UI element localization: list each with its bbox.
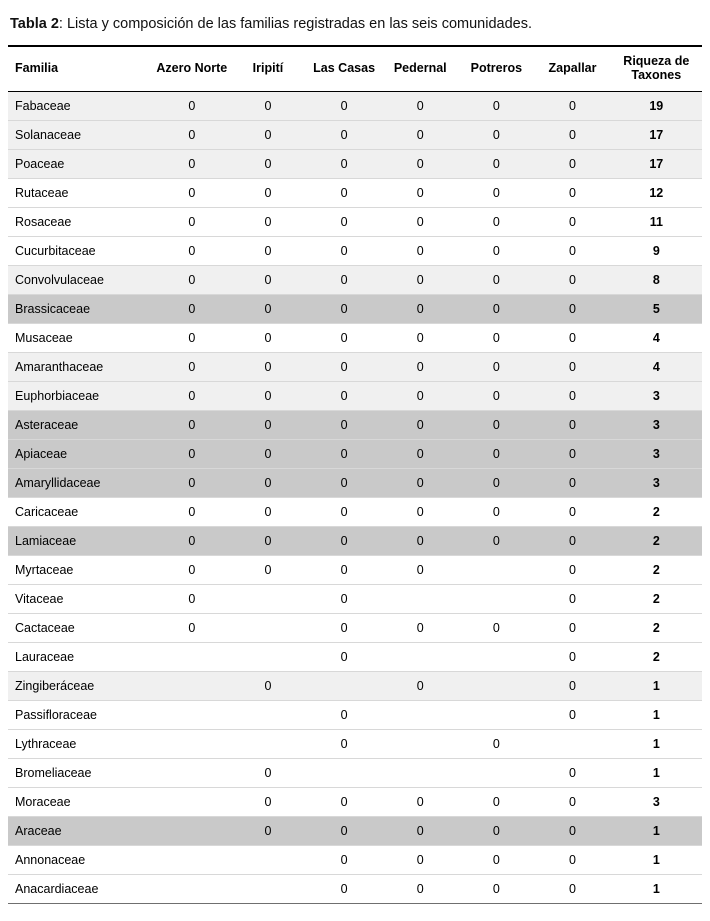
presence-cell: 0 bbox=[382, 816, 458, 845]
table-row bbox=[8, 642, 702, 671]
presence-cell: 0 bbox=[534, 265, 610, 294]
table-header-row bbox=[8, 46, 702, 91]
richness-cell: 11 bbox=[611, 207, 702, 236]
richness-cell: 1 bbox=[611, 700, 702, 729]
family-name-cell: Solanaceae bbox=[8, 120, 154, 149]
presence-cell: 0 bbox=[230, 207, 306, 236]
column-header-azero-norte: Azero Norte bbox=[154, 46, 230, 91]
presence-cell: 0 bbox=[534, 294, 610, 323]
presence-cell: 0 bbox=[154, 236, 230, 265]
presence-cell: 0 bbox=[534, 120, 610, 149]
presence-cell: 0 bbox=[458, 352, 534, 381]
presence-cell: 0 bbox=[306, 642, 382, 671]
presence-cell: 0 bbox=[534, 178, 610, 207]
table-row bbox=[8, 468, 702, 497]
table-header bbox=[8, 46, 702, 91]
presence-cell: 0 bbox=[458, 91, 534, 120]
presence-cell: 0 bbox=[306, 178, 382, 207]
presence-cell bbox=[230, 700, 306, 729]
family-name-cell: Cucurbitaceae bbox=[8, 236, 154, 265]
presence-cell: 0 bbox=[306, 729, 382, 758]
presence-cell: 0 bbox=[458, 381, 534, 410]
column-header-zapallar: Zapallar bbox=[534, 46, 610, 91]
table-row bbox=[8, 555, 702, 584]
family-name-cell: Euphorbiaceae bbox=[8, 381, 154, 410]
family-name-cell: Brassicaceae bbox=[8, 294, 154, 323]
table-row bbox=[8, 671, 702, 700]
presence-cell: 0 bbox=[154, 381, 230, 410]
presence-cell: 0 bbox=[306, 91, 382, 120]
presence-cell: 0 bbox=[458, 120, 534, 149]
presence-cell bbox=[458, 642, 534, 671]
presence-cell: 0 bbox=[458, 236, 534, 265]
presence-cell: 0 bbox=[382, 613, 458, 642]
presence-cell: 0 bbox=[154, 410, 230, 439]
table-row bbox=[8, 120, 702, 149]
presence-cell: 0 bbox=[154, 613, 230, 642]
presence-cell: 0 bbox=[154, 439, 230, 468]
presence-cell: 0 bbox=[458, 294, 534, 323]
table-caption-text: : Lista y composición de las familias registradas en las seis comunidades. bbox=[58, 16, 532, 32]
presence-cell bbox=[154, 642, 230, 671]
family-name-cell: Convolvulaceae bbox=[8, 265, 154, 294]
presence-cell bbox=[306, 671, 382, 700]
presence-cell: 0 bbox=[230, 120, 306, 149]
presence-cell bbox=[458, 584, 534, 613]
family-name-cell: Poaceae bbox=[8, 149, 154, 178]
presence-cell bbox=[154, 845, 230, 874]
richness-cell: 2 bbox=[611, 642, 702, 671]
table-row bbox=[8, 178, 702, 207]
presence-cell: 0 bbox=[458, 729, 534, 758]
presence-cell: 0 bbox=[458, 787, 534, 816]
presence-cell bbox=[458, 700, 534, 729]
richness-cell: 2 bbox=[611, 555, 702, 584]
column-header-pedernal: Pedernal bbox=[382, 46, 458, 91]
presence-cell: 0 bbox=[306, 149, 382, 178]
richness-cell: 9 bbox=[611, 236, 702, 265]
presence-cell: 0 bbox=[230, 439, 306, 468]
presence-cell: 0 bbox=[382, 149, 458, 178]
presence-cell: 0 bbox=[534, 700, 610, 729]
family-name-cell: Passifloraceae bbox=[8, 700, 154, 729]
presence-cell: 0 bbox=[306, 410, 382, 439]
presence-cell: 0 bbox=[534, 381, 610, 410]
table-row bbox=[8, 816, 702, 845]
table-row bbox=[8, 207, 702, 236]
table-caption-label: Tabla 2 bbox=[10, 16, 59, 32]
presence-cell: 0 bbox=[382, 265, 458, 294]
richness-cell: 3 bbox=[611, 439, 702, 468]
presence-cell: 0 bbox=[534, 497, 610, 526]
presence-cell: 0 bbox=[458, 410, 534, 439]
table-row bbox=[8, 91, 702, 120]
presence-cell: 0 bbox=[306, 845, 382, 874]
presence-cell: 0 bbox=[382, 323, 458, 352]
presence-cell bbox=[382, 642, 458, 671]
presence-cell: 0 bbox=[154, 120, 230, 149]
presence-cell: 0 bbox=[306, 816, 382, 845]
presence-cell: 0 bbox=[230, 323, 306, 352]
presence-cell: 0 bbox=[230, 91, 306, 120]
presence-cell: 0 bbox=[306, 874, 382, 903]
presence-cell: 0 bbox=[154, 149, 230, 178]
presence-cell: 0 bbox=[534, 787, 610, 816]
presence-cell: 0 bbox=[382, 352, 458, 381]
presence-cell: 0 bbox=[382, 845, 458, 874]
presence-cell bbox=[458, 555, 534, 584]
presence-cell: 0 bbox=[154, 468, 230, 497]
presence-cell bbox=[154, 729, 230, 758]
table-row bbox=[8, 845, 702, 874]
family-name-cell: Fabaceae bbox=[8, 91, 154, 120]
presence-cell: 0 bbox=[230, 178, 306, 207]
richness-cell: 2 bbox=[611, 497, 702, 526]
richness-cell: 5 bbox=[611, 294, 702, 323]
presence-cell: 0 bbox=[306, 439, 382, 468]
richness-cell: 19 bbox=[611, 91, 702, 120]
presence-cell bbox=[382, 758, 458, 787]
presence-cell: 0 bbox=[534, 410, 610, 439]
family-name-cell: Myrtaceae bbox=[8, 555, 154, 584]
table-row bbox=[8, 584, 702, 613]
presence-cell: 0 bbox=[382, 439, 458, 468]
presence-cell: 0 bbox=[230, 468, 306, 497]
richness-cell: 1 bbox=[611, 816, 702, 845]
presence-cell: 0 bbox=[382, 381, 458, 410]
presence-cell: 0 bbox=[458, 323, 534, 352]
presence-cell bbox=[230, 729, 306, 758]
presence-cell: 0 bbox=[458, 845, 534, 874]
presence-cell: 0 bbox=[306, 207, 382, 236]
richness-cell: 3 bbox=[611, 410, 702, 439]
presence-cell: 0 bbox=[230, 149, 306, 178]
presence-cell: 0 bbox=[230, 526, 306, 555]
presence-cell: 0 bbox=[306, 381, 382, 410]
presence-cell: 0 bbox=[534, 874, 610, 903]
presence-cell: 0 bbox=[154, 207, 230, 236]
presence-cell: 0 bbox=[306, 294, 382, 323]
family-name-cell: Rutaceae bbox=[8, 178, 154, 207]
table-row bbox=[8, 787, 702, 816]
presence-cell bbox=[230, 613, 306, 642]
richness-cell: 3 bbox=[611, 787, 702, 816]
family-name-cell: Lythraceae bbox=[8, 729, 154, 758]
presence-cell bbox=[534, 729, 610, 758]
richness-cell: 17 bbox=[611, 149, 702, 178]
table-row bbox=[8, 497, 702, 526]
family-name-cell: Annonaceae bbox=[8, 845, 154, 874]
family-name-cell: Amaranthaceae bbox=[8, 352, 154, 381]
presence-cell: 0 bbox=[306, 584, 382, 613]
presence-cell: 0 bbox=[458, 265, 534, 294]
richness-cell: 1 bbox=[611, 758, 702, 787]
presence-cell: 0 bbox=[534, 323, 610, 352]
family-name-cell: Araceae bbox=[8, 816, 154, 845]
presence-cell: 0 bbox=[154, 555, 230, 584]
presence-cell: 0 bbox=[230, 787, 306, 816]
presence-cell: 0 bbox=[230, 671, 306, 700]
family-name-cell: Caricaceae bbox=[8, 497, 154, 526]
richness-cell: 2 bbox=[611, 613, 702, 642]
presence-cell bbox=[458, 758, 534, 787]
presence-cell: 0 bbox=[230, 758, 306, 787]
richness-cell: 4 bbox=[611, 352, 702, 381]
presence-cell: 0 bbox=[230, 497, 306, 526]
presence-cell: 0 bbox=[382, 178, 458, 207]
table-row bbox=[8, 874, 702, 903]
richness-cell: 8 bbox=[611, 265, 702, 294]
presence-cell: 0 bbox=[534, 671, 610, 700]
family-name-cell: Amaryllidaceae bbox=[8, 468, 154, 497]
presence-cell: 0 bbox=[306, 555, 382, 584]
presence-cell bbox=[154, 700, 230, 729]
table-row bbox=[8, 294, 702, 323]
table-row bbox=[8, 236, 702, 265]
presence-cell: 0 bbox=[534, 642, 610, 671]
presence-cell: 0 bbox=[230, 265, 306, 294]
richness-cell: 1 bbox=[611, 671, 702, 700]
richness-cell: 3 bbox=[611, 468, 702, 497]
presence-cell: 0 bbox=[230, 236, 306, 265]
table-row bbox=[8, 323, 702, 352]
richness-cell: 1 bbox=[611, 874, 702, 903]
presence-cell bbox=[382, 729, 458, 758]
presence-cell: 0 bbox=[382, 526, 458, 555]
presence-cell: 0 bbox=[306, 700, 382, 729]
table-row bbox=[8, 613, 702, 642]
presence-cell: 0 bbox=[154, 526, 230, 555]
presence-cell: 0 bbox=[306, 352, 382, 381]
presence-cell bbox=[230, 874, 306, 903]
family-name-cell: Vitaceae bbox=[8, 584, 154, 613]
presence-cell: 0 bbox=[534, 207, 610, 236]
richness-cell: 1 bbox=[611, 729, 702, 758]
presence-cell: 0 bbox=[534, 845, 610, 874]
presence-cell bbox=[230, 584, 306, 613]
table-row bbox=[8, 265, 702, 294]
richness-cell: 12 bbox=[611, 178, 702, 207]
presence-cell: 0 bbox=[382, 120, 458, 149]
presence-cell: 0 bbox=[534, 468, 610, 497]
presence-cell: 0 bbox=[382, 468, 458, 497]
presence-cell: 0 bbox=[154, 352, 230, 381]
presence-cell: 0 bbox=[534, 526, 610, 555]
presence-cell: 0 bbox=[534, 149, 610, 178]
presence-cell: 0 bbox=[230, 294, 306, 323]
presence-cell bbox=[458, 671, 534, 700]
family-name-cell: Apiaceae bbox=[8, 439, 154, 468]
column-header-las-casas: Las Casas bbox=[306, 46, 382, 91]
presence-cell: 0 bbox=[154, 91, 230, 120]
table-row bbox=[8, 758, 702, 787]
presence-cell: 0 bbox=[534, 555, 610, 584]
presence-cell: 0 bbox=[230, 816, 306, 845]
presence-cell: 0 bbox=[534, 613, 610, 642]
presence-cell: 0 bbox=[534, 584, 610, 613]
presence-cell: 0 bbox=[458, 207, 534, 236]
presence-cell: 0 bbox=[458, 497, 534, 526]
presence-cell: 0 bbox=[458, 149, 534, 178]
presence-cell: 0 bbox=[154, 497, 230, 526]
presence-cell: 0 bbox=[382, 497, 458, 526]
richness-cell: 17 bbox=[611, 120, 702, 149]
presence-cell bbox=[382, 700, 458, 729]
family-name-cell: Asteraceae bbox=[8, 410, 154, 439]
family-name-cell: Zingiberáceae bbox=[8, 671, 154, 700]
richness-cell: 2 bbox=[611, 584, 702, 613]
presence-cell: 0 bbox=[230, 352, 306, 381]
table-row bbox=[8, 729, 702, 758]
presence-cell: 0 bbox=[382, 671, 458, 700]
presence-cell bbox=[154, 816, 230, 845]
presence-cell: 0 bbox=[154, 294, 230, 323]
presence-cell: 0 bbox=[230, 555, 306, 584]
presence-cell bbox=[306, 758, 382, 787]
presence-cell: 0 bbox=[534, 816, 610, 845]
richness-cell: 2 bbox=[611, 526, 702, 555]
presence-cell bbox=[154, 758, 230, 787]
presence-cell: 0 bbox=[382, 787, 458, 816]
presence-cell: 0 bbox=[534, 758, 610, 787]
table-caption bbox=[10, 14, 700, 35]
presence-cell: 0 bbox=[458, 178, 534, 207]
presence-cell: 0 bbox=[534, 236, 610, 265]
presence-cell bbox=[154, 671, 230, 700]
family-name-cell: Cactaceae bbox=[8, 613, 154, 642]
presence-cell: 0 bbox=[382, 91, 458, 120]
presence-cell: 0 bbox=[154, 584, 230, 613]
presence-cell: 0 bbox=[534, 91, 610, 120]
presence-cell: 0 bbox=[458, 874, 534, 903]
family-name-cell: Rosaceae bbox=[8, 207, 154, 236]
presence-cell: 0 bbox=[534, 439, 610, 468]
table-row bbox=[8, 526, 702, 555]
presence-cell: 0 bbox=[306, 265, 382, 294]
presence-cell: 0 bbox=[382, 207, 458, 236]
presence-cell: 0 bbox=[306, 236, 382, 265]
column-header-riqueza-de-taxones: Riqueza de Taxones bbox=[611, 46, 702, 91]
table-row bbox=[8, 410, 702, 439]
family-name-cell: Lamiaceae bbox=[8, 526, 154, 555]
presence-cell: 0 bbox=[306, 468, 382, 497]
table-row bbox=[8, 381, 702, 410]
richness-cell: 3 bbox=[611, 381, 702, 410]
table-row bbox=[8, 149, 702, 178]
family-name-cell: Anacardiaceae bbox=[8, 874, 154, 903]
column-header-familia: Familia bbox=[8, 46, 154, 91]
presence-cell: 0 bbox=[382, 555, 458, 584]
table-body bbox=[8, 91, 702, 903]
presence-cell bbox=[154, 874, 230, 903]
presence-cell: 0 bbox=[458, 468, 534, 497]
presence-cell bbox=[382, 584, 458, 613]
presence-cell bbox=[154, 787, 230, 816]
column-header-potreros: Potreros bbox=[458, 46, 534, 91]
presence-cell: 0 bbox=[382, 294, 458, 323]
presence-cell: 0 bbox=[382, 874, 458, 903]
presence-cell: 0 bbox=[230, 381, 306, 410]
presence-cell: 0 bbox=[458, 526, 534, 555]
richness-cell: 1 bbox=[611, 845, 702, 874]
table-row bbox=[8, 352, 702, 381]
presence-cell: 0 bbox=[154, 178, 230, 207]
families-table bbox=[8, 45, 702, 904]
presence-cell: 0 bbox=[458, 613, 534, 642]
column-header-iripiti: Iripití bbox=[230, 46, 306, 91]
presence-cell: 0 bbox=[306, 497, 382, 526]
presence-cell: 0 bbox=[382, 236, 458, 265]
presence-cell: 0 bbox=[306, 323, 382, 352]
presence-cell: 0 bbox=[306, 120, 382, 149]
table-row bbox=[8, 700, 702, 729]
presence-cell bbox=[230, 845, 306, 874]
presence-cell: 0 bbox=[306, 787, 382, 816]
presence-cell: 0 bbox=[306, 613, 382, 642]
presence-cell: 0 bbox=[154, 323, 230, 352]
family-name-cell: Moraceae bbox=[8, 787, 154, 816]
presence-cell: 0 bbox=[534, 352, 610, 381]
presence-cell: 0 bbox=[230, 410, 306, 439]
presence-cell: 0 bbox=[382, 410, 458, 439]
family-name-cell: Lauraceae bbox=[8, 642, 154, 671]
presence-cell: 0 bbox=[458, 816, 534, 845]
presence-cell: 0 bbox=[458, 439, 534, 468]
family-name-cell: Bromeliaceae bbox=[8, 758, 154, 787]
presence-cell: 0 bbox=[306, 526, 382, 555]
presence-cell: 0 bbox=[154, 265, 230, 294]
presence-cell bbox=[230, 642, 306, 671]
table-row bbox=[8, 439, 702, 468]
family-name-cell: Musaceae bbox=[8, 323, 154, 352]
richness-cell: 4 bbox=[611, 323, 702, 352]
